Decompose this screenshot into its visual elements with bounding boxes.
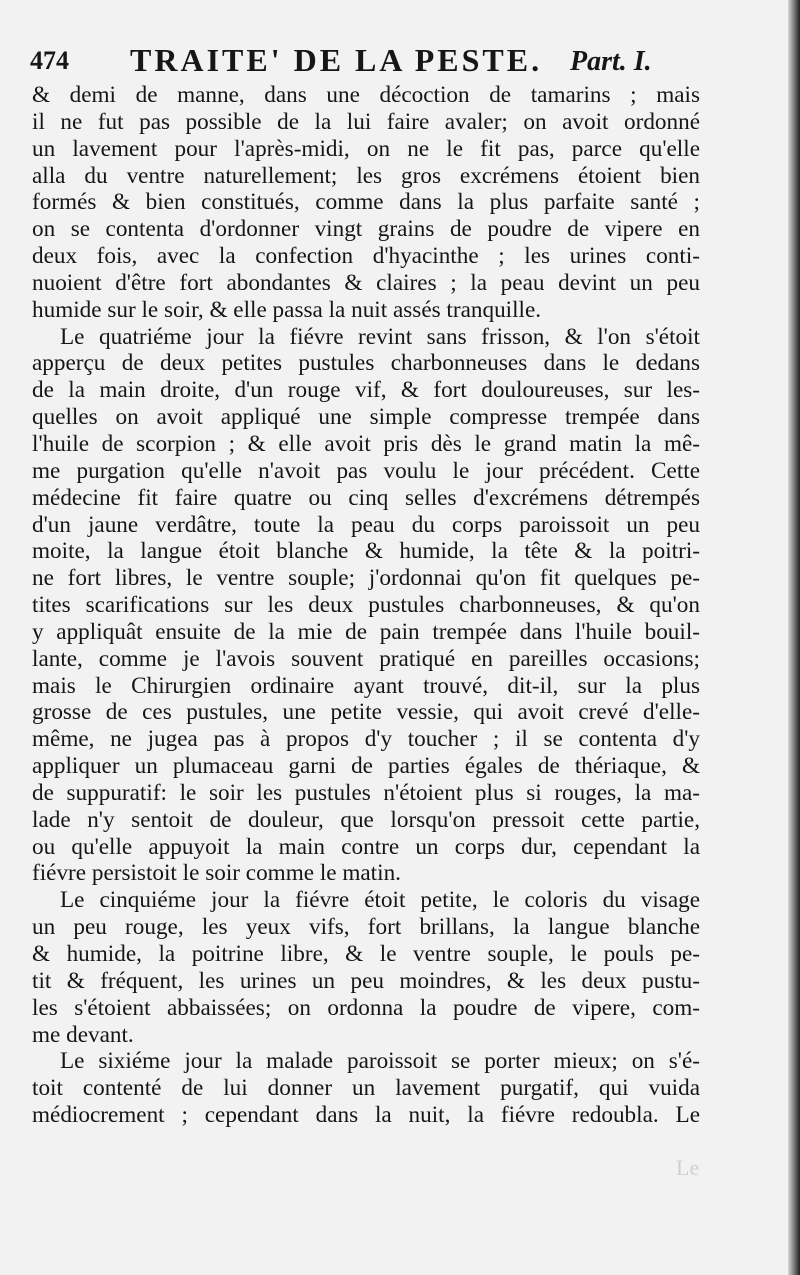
text-line: apperçu de deux petites pustules charbonneuses dans le dedans xyxy=(32,350,700,377)
text-line: toit contenté de lui donner un lavement purgatif, qui vuida xyxy=(32,1075,700,1102)
text-line: Le quatriéme jour la fiévre revint sans frisson, & l'on s'étoit xyxy=(60,323,700,350)
paragraph-2 xyxy=(32,324,700,888)
text-line: fiévre persistoit le soir comme le matin. xyxy=(32,860,401,887)
text-line: appliquer un plumaceau garni de parties égales de thériaque, & xyxy=(32,753,700,780)
text-line: il ne fut pas possible de la lui faire avaler; on avoit ordonné xyxy=(32,108,700,135)
running-part: Part. I. xyxy=(570,46,652,77)
text-line: humide sur le soir, & elle passa la nuit assés tranquille. xyxy=(32,296,542,323)
text-line: Le cinquiéme jour la fiévre étoit petite, le coloris du visage xyxy=(60,887,700,914)
text-line: lante, comme je l'avois souvent pratiqué en pareilles occasions; xyxy=(32,645,700,672)
text-line: tit & fréquent, les urines un peu moindres, & les deux pustu- xyxy=(32,967,700,994)
text-line: mais le Chirurgien ordinaire ayant trouvé, dit-il, sur la plus xyxy=(32,672,700,699)
text-line: y appliquât ensuite de la mie de pain trempée dans l'huile bouil- xyxy=(32,618,700,645)
text-line: me devant. xyxy=(32,1021,134,1048)
text-line: lade n'y sentoit de douleur, que lorsqu'on pressoit cette partie, xyxy=(32,806,700,833)
text-line: nuoient d'être fort abondantes & claires ; la peau devint un peu xyxy=(32,269,700,296)
catchword: Le xyxy=(676,1155,700,1180)
paragraph-4 xyxy=(32,1048,700,1129)
paragraph-3 xyxy=(32,887,700,1048)
text-line: & humide, la poitrine libre, & le ventre souple, le pouls pe- xyxy=(32,941,700,967)
text-line: grosse de ces pustules, une petite vessie, qui avoit crevé d'elle- xyxy=(32,699,700,726)
text-line: même, ne jugea pas à propos d'y toucher ; il se contenta d'y xyxy=(32,726,700,753)
page-number: 474 xyxy=(30,46,69,75)
text-line: un lavement pour l'après-midi, on ne le fit pas, parce qu'elle xyxy=(32,135,700,162)
text-line: médecine fit faire quatre ou cinq selles d'excrémens détrempés xyxy=(32,484,700,511)
text-line: on se contenta d'ordonner vingt grains de poudre de vipere en xyxy=(32,216,700,243)
text-line: quelles on avoit appliqué une simple compresse trempée dans xyxy=(32,404,700,431)
text-line: de la main droite, d'un rouge vif, & fort douloureuses, sur les- xyxy=(32,377,700,404)
text-line: un peu rouge, les yeux vifs, fort brillans, la langue blanche xyxy=(32,914,700,941)
body-text xyxy=(32,82,700,1129)
text-line: les s'étoient abbaissées; on ordonna la poudre de vipere, com- xyxy=(32,994,700,1021)
text-line: médiocrement ; cependant dans la nuit, la fiévre redoubla. Le xyxy=(32,1102,700,1129)
text-line: alla du ventre naturellement; les gros excrémens étoient bien xyxy=(32,162,700,189)
text-line: tites scarifications sur les deux pustules charbonneuses, & qu'on xyxy=(32,592,700,619)
text-line: moite, la langue étoit blanche & humide, la tête & la poitri- xyxy=(32,538,700,565)
text-line: me purgation qu'elle n'avoit pas voulu le jour précédent. Cette xyxy=(32,457,700,484)
text-line: formés & bien constitués, comme dans la plus parfaite santé ; xyxy=(32,189,700,216)
text-line: ou qu'elle appuyoit la main contre un corps dur, cependant la xyxy=(32,833,700,860)
running-title: TRAITE' DE LA PESTE. xyxy=(130,42,543,78)
text-line: l'huile de scorpion ; & elle avoit pris dès le grand matin la mê- xyxy=(32,430,700,457)
page-edge-shadow xyxy=(788,0,800,1275)
running-header xyxy=(30,44,710,80)
text-line: d'un jaune verdâtre, toute la peau du corps paroissoit un peu xyxy=(32,511,700,538)
text-line: de suppuratif: le soir les pustules n'étoient plus si rouges, la ma- xyxy=(32,779,700,806)
text-line: Le sixiéme jour la malade paroissoit se porter mieux; on s'é- xyxy=(60,1048,700,1075)
text-line: & demi de manne, dans une décoction de tamarins ; mais xyxy=(32,82,700,108)
text-line: ne fort libres, le ventre souple; j'ordonnai qu'on fit quelques pe- xyxy=(32,565,700,592)
text-line: deux fois, avec la confection d'hyacinthe ; les urines conti- xyxy=(32,243,700,270)
paragraph-1 xyxy=(32,82,700,324)
